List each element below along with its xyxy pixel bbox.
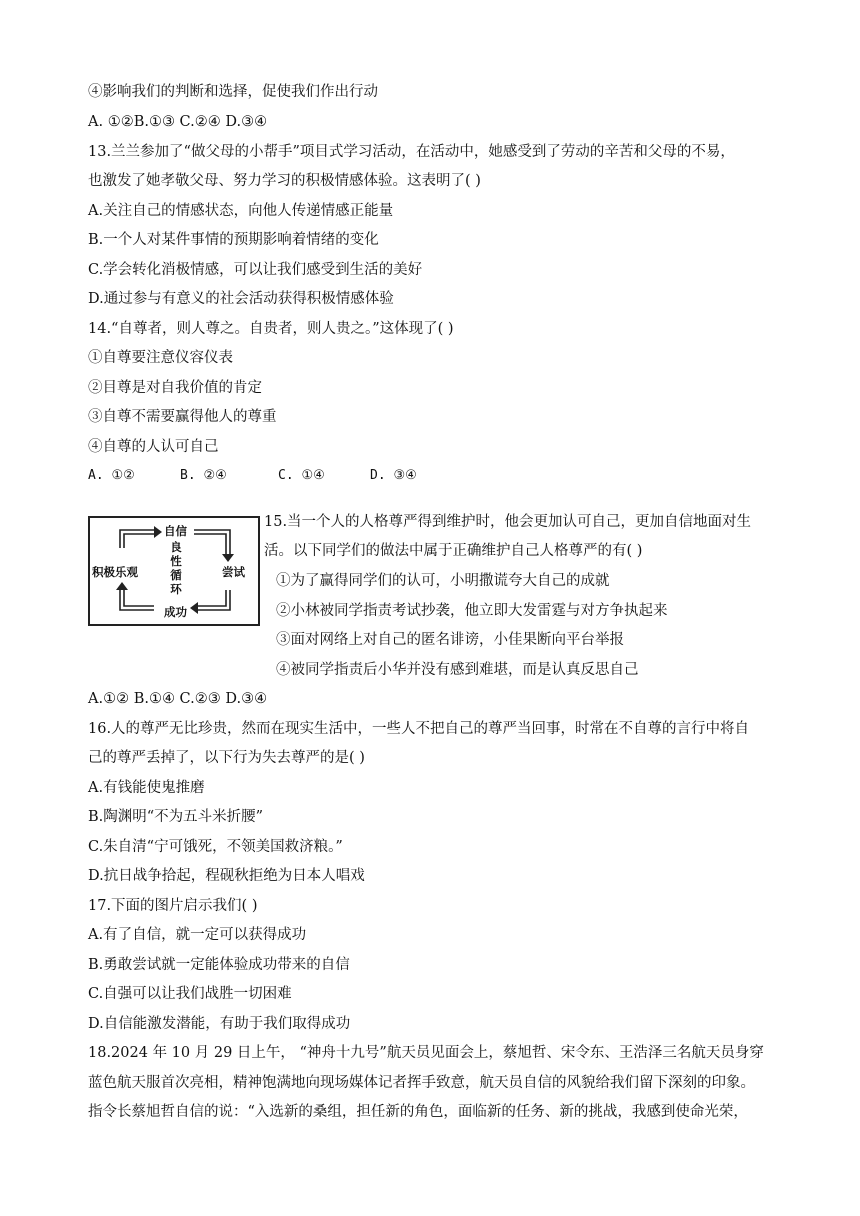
q14-item-4: ④自尊的人认可自己 (88, 439, 219, 455)
q17-option-c: C.自强可以让我们战胜一切困难 (88, 986, 292, 1002)
q17-option-d: D.自信能激发潜能，有助于我们取得成功 (88, 1016, 351, 1032)
q14-option-d: D. ③④ (370, 468, 417, 483)
q14-item-3: ③自尊不需要赢得他人的尊重 (88, 409, 277, 425)
diagram-label-top: 自信 (164, 524, 187, 538)
q16-option-d: D.抗日战争拾起，程砚秋拒绝为日本人唱戏 (88, 868, 365, 884)
q15-options: A.①② B.①④ C.②③ D.③④ (88, 691, 268, 707)
q15-stem-line1: 15.当一个人的人格尊严得到维护时，他会更加认可自己，更加自信地面对生 (264, 514, 752, 530)
q17-stem: 17.下面的图片启示我们( ) (88, 898, 258, 914)
arrowhead-bottom (190, 602, 198, 614)
q16-option-b: B.陶渊明“不为五斗米折腰” (88, 809, 264, 825)
q15-stem-line2: 活。以下同学们的做法中属于正确维护自己人格尊严的有( ) (264, 543, 643, 559)
q15-item-4: ④被同学指责后小华并没有感到难堪，而是认真反思自己 (276, 662, 639, 678)
q15-item-3: ③面对网络上对自己的匿名诽谤，小佳果断向平台举报 (276, 632, 624, 648)
center-char-1: 良 (170, 540, 182, 554)
q12-item-4: ④影响我们的判断和选择，促使我们作出行动 (88, 84, 378, 100)
q16-option-c: C.朱自清“宁可饿死，不领美国救济粮。” (88, 839, 343, 855)
arrowhead-right (222, 554, 234, 562)
arrowhead-left (116, 582, 128, 590)
q18-line3: 指令长蔡旭哲自信的说：“入选新的桑组，担任新的角色，面临新的任务、新的挑战，我感到使命光荣， (88, 1104, 748, 1120)
q16-stem-line1: 16.人的尊严无比珍贵，然而在现实生活中，一些人不把自己的尊严当回事，时常在不自尊的言行中将自 (88, 721, 750, 737)
q14-option-c: C. ①④ (278, 468, 325, 483)
center-char-4: 环 (170, 582, 182, 596)
q14-stem: 14.“自尊者，则人尊之。自贵者，则人贵之。”这体现了( ) (88, 321, 454, 337)
q14-option-a: A. ①② (88, 468, 135, 483)
q16-stem-line2: 己的尊严丢掉了，以下行为失去尊严的是( ) (88, 750, 365, 766)
q17-option-a: A.有了自信，就一定可以获得成功 (88, 927, 307, 943)
diagram-center-text (168, 540, 184, 596)
q14-item-2: ②目尊是对自我价值的肯定 (88, 380, 262, 396)
q17-option-b: B.勇敢尝试就一定能体验成功带来的自信 (88, 957, 350, 973)
q18-line2: 蓝色航天服首次亮相，精神饱满地向现场媒体记者挥手致意，航天员自信的风貌给我们留下深刻的印象。 (88, 1075, 755, 1091)
q15-item-1: ①为了赢得同学们的认可，小明撒谎夸大自己的成就 (276, 573, 610, 589)
arrow-left-to-top (120, 530, 154, 548)
q13-option-c: C.学会转化消极情感，可以让我们感受到生活的美好 (88, 262, 423, 278)
arrowhead-top (154, 526, 162, 538)
q13-option-d: D.通过参与有意义的社会活动获得积极情感体验 (88, 291, 394, 307)
q13-stem-line1: 13.兰兰参加了“做父母的小帮手”项目式学习活动，在活动中，她感受到了劳动的辛苦和父母的不易， (88, 144, 735, 160)
diagram-label-right: 尝试 (222, 565, 245, 579)
center-char-3: 循 (170, 568, 182, 582)
diagram-label-bottom: 成功 (164, 605, 187, 619)
arrow-bottom-to-left (120, 590, 154, 610)
q16-option-a: A.有钱能使鬼推磨 (88, 780, 205, 796)
virtuous-cycle-diagram (88, 516, 260, 626)
diagram-label-left: 积极乐观 (92, 565, 138, 579)
q18-line1: 18.2024 年 10 月 29 日上午， “神舟十九号”航天员见面会上，蔡旭哲、宋令东、王浩泽三名航天员身穿 (88, 1045, 764, 1061)
q15-item-2: ②小林被同学指责考试抄袭，他立即大发雷霆与对方争执起来 (276, 603, 668, 619)
q13-option-a: A.关注自己的情感状态，向他人传递情感正能量 (88, 203, 394, 219)
center-char-2: 性 (170, 554, 182, 568)
q14-item-1: ①自尊要注意仪容仪表 (88, 350, 233, 366)
q12-options: A. ①②B.①③ C.②④ D.③④ (88, 114, 268, 130)
q13-stem-line2: 也激发了她孝敬父母、努力学习的积极情感体验。这表明了( ) (88, 173, 481, 189)
q14-option-b: B. ②④ (180, 468, 227, 483)
q13-option-b: B.一个人对某件事情的预期影响着情绪的变化 (88, 232, 379, 248)
